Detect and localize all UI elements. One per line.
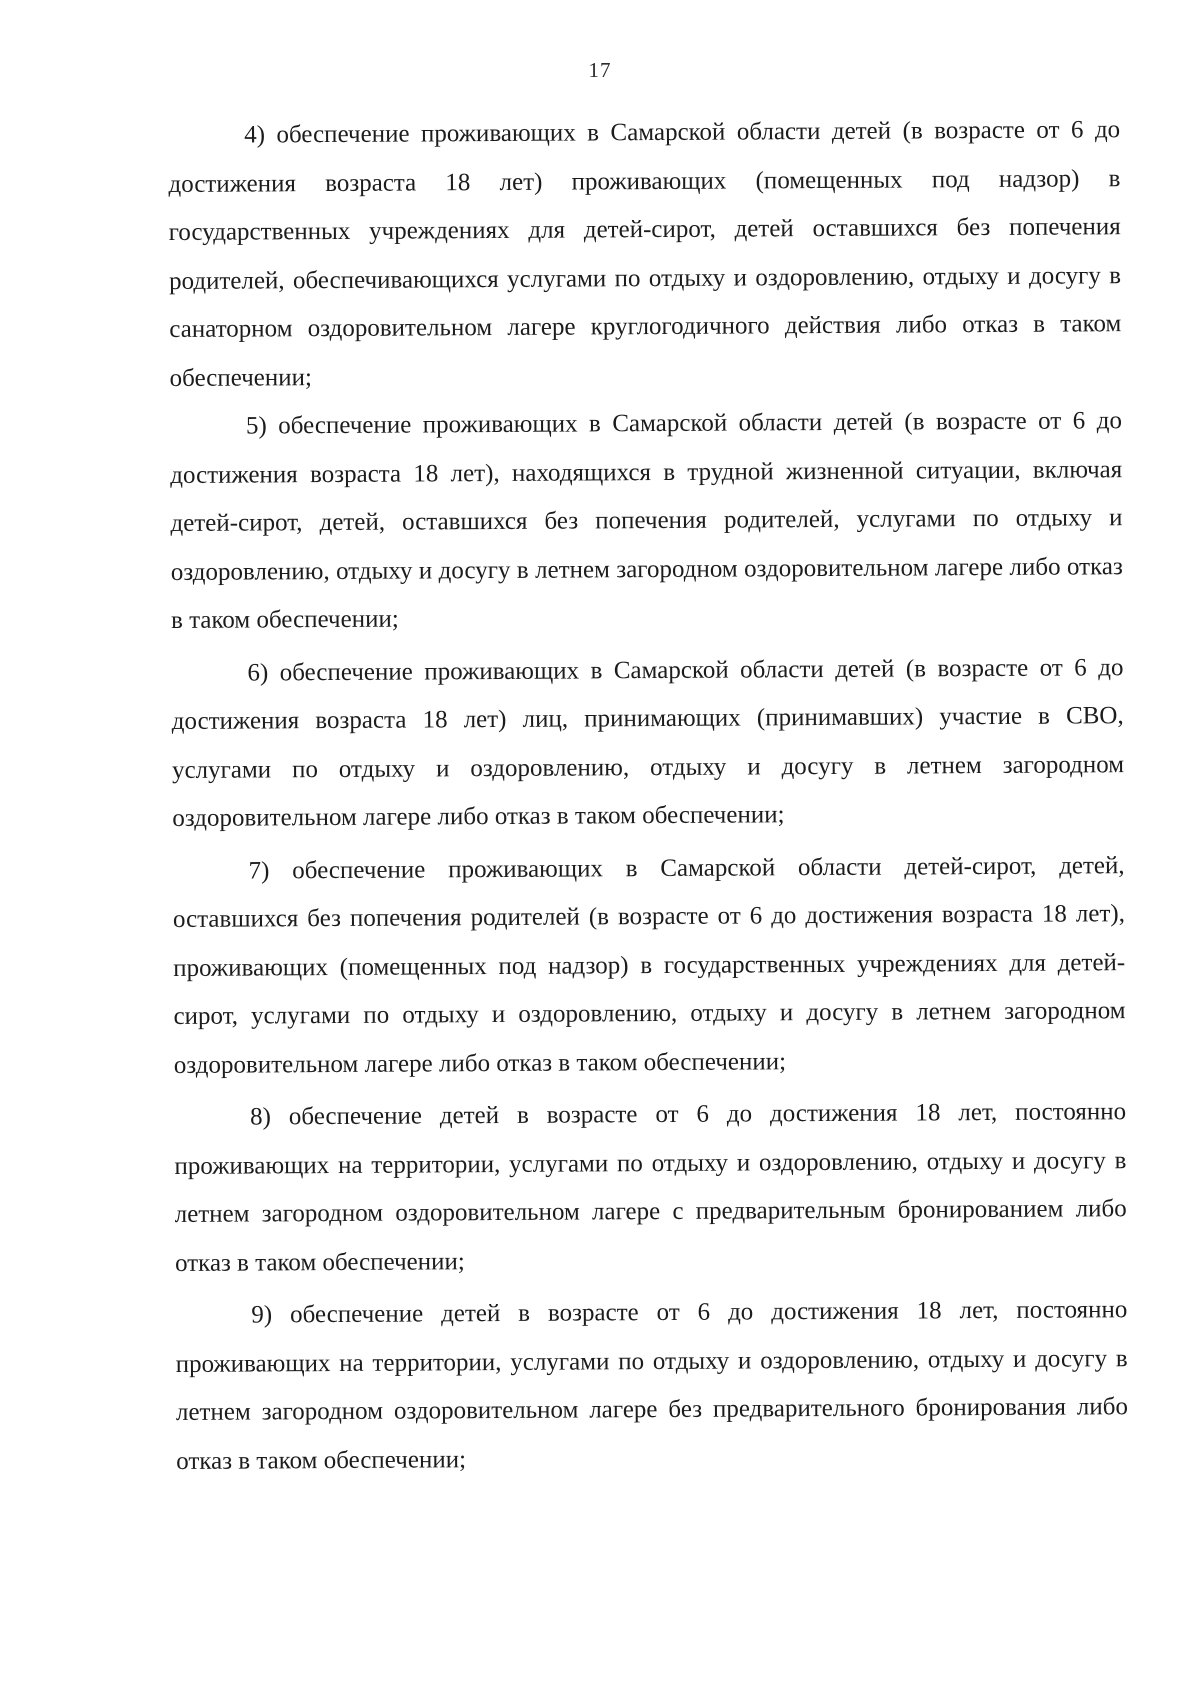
paragraph-item-4: 4) обеспечение проживающих в Самарской области детей (в возрасте от 6 до достижения возраста 18 лет) проживающих (помещенных под надзор) в государственных учреждениях для детей-сирот, детей оставшихся без попечения родителей, обеспечивающихся услугами по отдыху и оздоровлению, отдыху и досугу в санаторном оздоровительном лагере круглогодичного действия либо отказ в таком обеспечении; <box>168 116 1122 392</box>
paragraph-item-9: 9) обеспечение детей в возрасте от 6 до достижения 18 лет, постоянно проживающих на территории, услугами по отдыху и оздоровлению, отдыху и досугу в летнем загородном оздоровительном лагере без предварительного бронирования либо отказ в таком обеспечении; <box>175 1296 1129 1475</box>
paragraph-item-6: 6) обеспечение проживающих в Самарской области детей (в возрасте от 6 до достижения возраста 18 лет) лиц, принимающих (принимавших) участие в СВО, услугами по отдыху и оздоровлению, отдыху и досугу в летнем загородном оздоровительном лагере либо отказ в таком обеспечении; <box>171 653 1125 832</box>
paragraph-item-8: 8) обеспечение детей в возрасте от 6 до достижения 18 лет, постоянно проживающих на территории, услугами по отдыху и оздоровлению, отдыху и досугу в летнем загородном оздоровительном лагере с предварительным бронированием либо отказ в таком обеспечении; <box>174 1098 1127 1277</box>
paragraph-item-5: 5) обеспечение проживающих в Самарской области детей (в возрасте от 6 до достижения возраста 18 лет), находящихся в трудной жизненной ситуации, включая детей-сирот, детей, оставшихся без попечения родителей, услугами по отдыху и оздоровлению, отдыху и досугу в летнем загородном оздоровительном лагере либо отказ в таком обеспечении; <box>170 407 1123 634</box>
page-number: 17 <box>588 58 612 82</box>
paragraph-item-7: 7) обеспечение проживающих в Самарской области детей-сирот, детей, оставшихся без попечения родителей (в возрасте от 6 до достижения возраста 18 лет), проживающих (помещенных под надзор) в государственных учреждениях для детей-сирот, услугами по отдыху и оздоровлению, отдыху и досугу в летнем загородном оздоровительном лагере либо отказ в таком обеспечении; <box>172 851 1126 1079</box>
document-body <box>168 106 1128 1490</box>
